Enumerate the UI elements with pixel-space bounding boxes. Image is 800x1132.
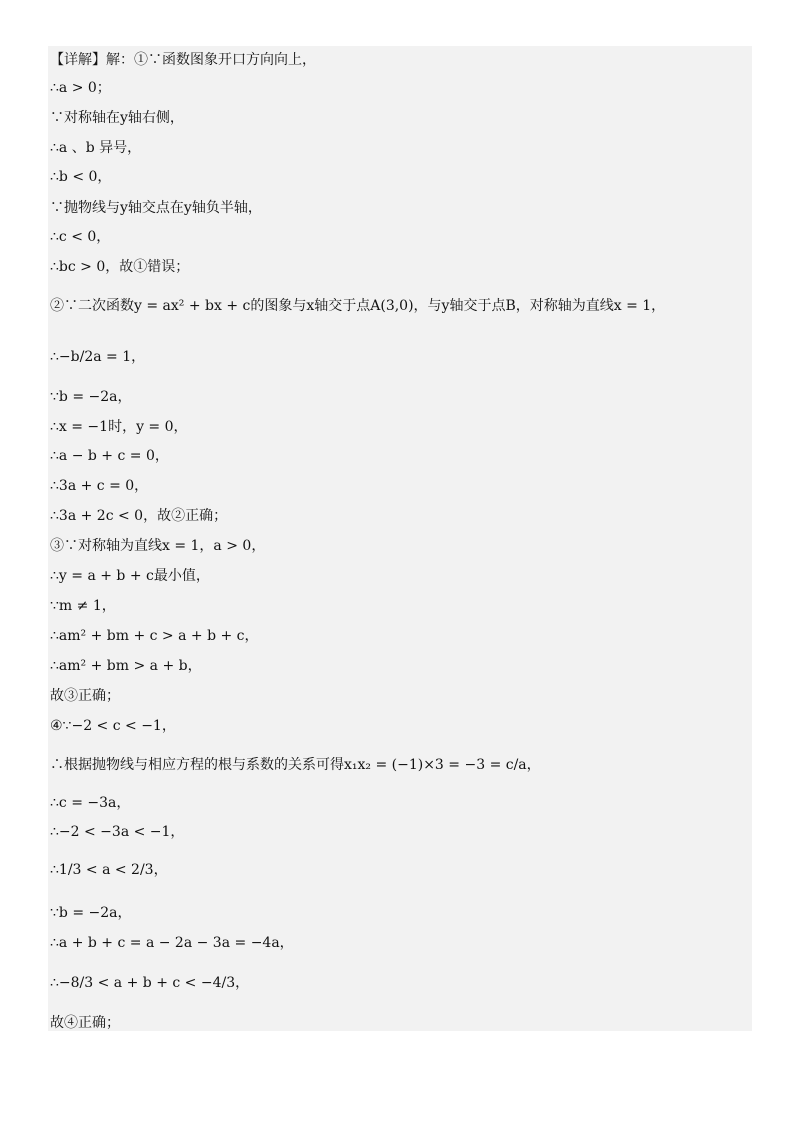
solution-line: ∴1/3 < a < 2/3，: [50, 862, 168, 878]
solution-line: ②∵二次函数y = ax² + bx + c的图象与x轴交于点A(3,0)，与y轴交于点B，对称轴为直线x = 1，: [50, 298, 666, 314]
solution-line: ∴a > 0；: [50, 80, 111, 96]
solution-line: ∴−b/2a = 1，: [50, 349, 146, 365]
solution-line: ∴bc > 0，故①错误；: [50, 259, 190, 275]
solution-line: ∵b = −2a，: [50, 905, 132, 921]
solution-line: 故③正确；: [50, 688, 120, 704]
solution-line: ④∵−2 < c < −1，: [50, 718, 176, 734]
solution-line: ∴c = −3a，: [50, 795, 131, 811]
solution-line: ∴y = a + b + c最小值，: [50, 568, 210, 584]
solution-line: ∴b < 0，: [50, 169, 112, 185]
solution-line: 【详解】解：①∵函数图象开口方向向上，: [50, 52, 316, 68]
solution-line: ∴a + b + c = a − 2a − 3a = −4a，: [50, 935, 294, 951]
solution-line: ∵对称轴在y轴右侧，: [50, 110, 184, 126]
solution-line: ∴a − b + c = 0，: [50, 448, 169, 464]
solution-line: ∴−2 < −3a < −1，: [50, 824, 185, 840]
solution-line: ∴am² + bm > a + b，: [50, 658, 202, 674]
solution-line: ∴am² + bm + c > a + b + c，: [50, 628, 259, 644]
solution-line: ∴−8/3 < a + b + c < −4/3，: [50, 975, 250, 991]
solution-line: ∴c < 0，: [50, 229, 111, 245]
solution-line: ∴3a + c = 0，: [50, 478, 149, 494]
solution-line: ∵b = −2a，: [50, 389, 132, 405]
solution-line: ∴根据抛物线与相应方程的根与系数的关系可得x₁x₂ = (−1)×3 = −3 = c/a，: [50, 757, 541, 773]
solution-line: ∵抛物线与y轴交点在y轴负半轴，: [50, 200, 262, 216]
solution-line: ∴x = −1时，y = 0，: [50, 419, 188, 435]
solution-line: ∴3a + 2c < 0，故②正确；: [50, 508, 228, 524]
solution-line: ∴a 、b 异号，: [50, 140, 142, 156]
solution-line: ∵m ≠ 1，: [50, 598, 116, 614]
solution-line: ③∵对称轴为直线x = 1，a > 0，: [50, 538, 266, 554]
solution-line: 故④正确；: [50, 1015, 120, 1031]
